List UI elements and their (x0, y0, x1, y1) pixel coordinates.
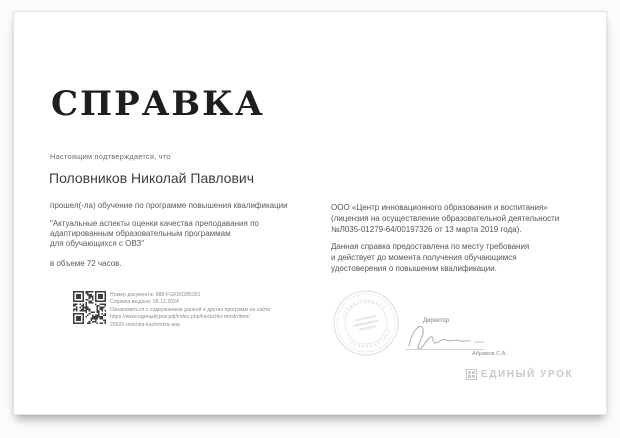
round-seal-stamp (324, 281, 407, 364)
site-url-line: 20520-otsenka-kachestva-aop (110, 321, 180, 328)
director-name: Абрамов С.А. (472, 351, 507, 357)
program-line: адаптированным образовательным программам (50, 229, 231, 238)
validity-line: Данная справка предоставлена по месту требования (331, 242, 530, 251)
intro-line: Настоящим подтверждается, что (50, 152, 171, 161)
organization-line: ООО «Центр инновационного образования и воспитания» (331, 203, 548, 212)
program-line: "Актуальные аспекты оценки качества преподавания по (50, 219, 259, 228)
site-info-line: Ознакомиться с содержанием данной и других программ на сайте: (110, 306, 272, 313)
grid-logo-icon (466, 369, 477, 380)
document-number: Номер документа: 988-FGKD0285301 (110, 292, 201, 298)
organization-block (331, 202, 559, 235)
recipient-name: Половников Николай Павлович (49, 170, 255, 186)
document-issue-date: Справка выдана: 09.12.2024 (110, 299, 179, 306)
organization-line: (лицензия на осуществление образовательной деятельности (331, 214, 560, 223)
completion-line: прошел(-ла) обучение по программе повышения квалификации (50, 201, 288, 210)
ediny-urok-logo (466, 369, 573, 380)
course-volume: в объеме 72 часов. (50, 259, 122, 268)
director-label: Директор (423, 318, 450, 324)
organization-line: №Л035-01279-64/00197326 от 13 марта 2019 года). (331, 225, 522, 234)
document-info-block (110, 292, 330, 329)
logo-text: ЕДИНЫЙ УРОК (481, 369, 574, 380)
validity-block (331, 241, 529, 274)
validity-line: удостоверения о повышении квалификации. (331, 264, 497, 273)
validity-line: и действует до момента получения обучающимся (331, 253, 517, 262)
certificate-page (13, 11, 607, 415)
certificate-title: СПРАВКА (51, 84, 265, 124)
site-url-line: https://www.единыйурок.рф/index.php/kartochki-reestr/item/ (110, 314, 250, 321)
qr-code (73, 291, 106, 324)
program-line: для обучающихся с ОВЗ" (50, 239, 145, 248)
program-title-block (50, 219, 310, 249)
signature-line (406, 349, 484, 350)
